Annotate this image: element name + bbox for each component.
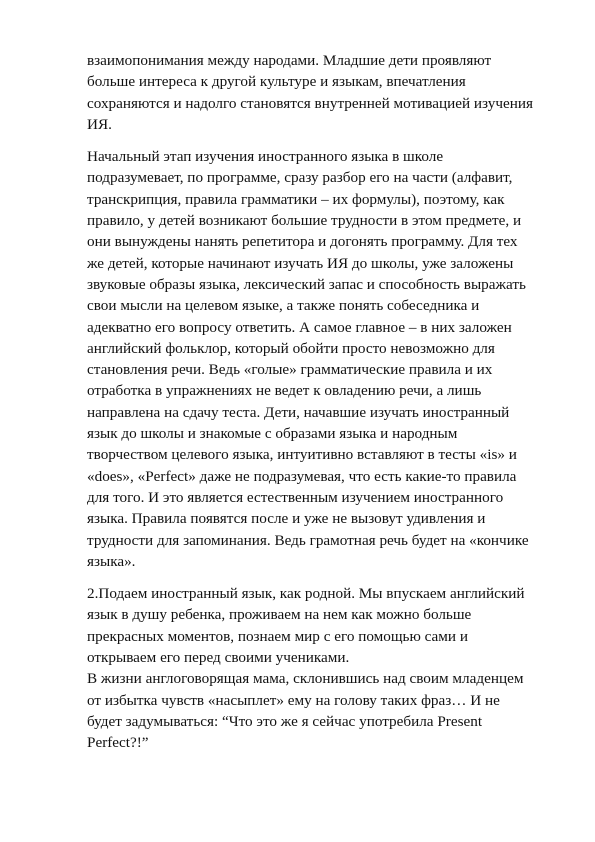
text-line: творчеством целевого языка, интуитивно вставляют в тесты «is» и bbox=[87, 446, 517, 464]
text-line: они вынуждены нанять репетитора и догонять программу. Для тех bbox=[87, 233, 518, 251]
paragraph bbox=[87, 50, 533, 135]
text-line: язык в душу ребенка, проживаем на нем как можно больше bbox=[87, 606, 472, 624]
text-line: правило, у детей возникают большие трудности в этом предмете, и bbox=[87, 212, 522, 230]
text-line: от избытка чувств «насыплет» ему на голову таких фраз… И не bbox=[87, 691, 500, 709]
text-line: открываем его перед своими учениками. bbox=[87, 649, 350, 667]
text-line: для того. И это является естественным изучением иностранного bbox=[87, 488, 504, 506]
paragraph bbox=[87, 146, 527, 572]
text-line: звуковые образы языка, лексический запас и способность выражать bbox=[87, 275, 526, 293]
text-line: Perfect?!” bbox=[87, 734, 149, 752]
text-line: становления речи. Ведь «голые» грамматические правила и их bbox=[87, 361, 493, 379]
text-line: язык до школы и знакомые с образами языка и народным bbox=[87, 425, 458, 443]
text-line: свои мысли на целевом языке, а также понять собеседника и bbox=[87, 297, 480, 315]
text-line: 2.Подаем иностранный язык, как родной. Мы впускаем английский bbox=[87, 585, 525, 603]
text-line: отработка в упражнениях не ведет к овладению речи, а лишь bbox=[87, 382, 482, 400]
text-line: трудности для запоминания. Ведь грамотная речь будет на «кончике bbox=[87, 531, 529, 549]
text-line: адекватно его вопросу ответить. А самое главное – в них заложен bbox=[87, 318, 512, 336]
text-line: языка. Правила появятся после и уже не вызовут удивления и bbox=[87, 510, 486, 528]
paragraph bbox=[87, 583, 527, 668]
text-line: языка». bbox=[87, 552, 136, 570]
text-line: «does», «Perfect» даже не подразумевая, что есть какие-то правила bbox=[87, 467, 517, 485]
text-line: ИЯ. bbox=[87, 115, 112, 133]
text-line: В жизни англоговорящая мама, склонившись над своим младенцем bbox=[87, 670, 524, 688]
paragraph bbox=[87, 668, 527, 753]
document-body bbox=[87, 50, 533, 765]
text-line: же детей, которые начинают изучать ИЯ до школы, уже заложены bbox=[87, 254, 514, 272]
text-line: будет задумываться: “Что это же я сейчас употребила Present bbox=[87, 712, 483, 730]
text-line: транскрипция, правила грамматики – их формулы), поэтому, как bbox=[87, 190, 505, 208]
text-line: английский фольклор, который обойти просто невозможно для bbox=[87, 339, 495, 357]
text-line: взаимопонимания между народами. Младшие дети проявляют bbox=[87, 52, 492, 69]
text-line: Начальный этап изучения иностранного языка в школе bbox=[87, 148, 444, 166]
text-line: направлена на сдачу теста. Дети, начавшие изучать иностранный bbox=[87, 403, 510, 421]
text-line: сохраняются и надолго становятся внутренней мотивацией изучения bbox=[87, 94, 533, 112]
text-line: подразумевает, по программе, сразу разбор его на части (алфавит, bbox=[87, 169, 513, 187]
text-line: больше интереса к другой культуре и языкам, впечатления bbox=[87, 73, 466, 91]
text-line: прекрасных моментов, познаем мир с его помощью сами и bbox=[87, 627, 468, 645]
